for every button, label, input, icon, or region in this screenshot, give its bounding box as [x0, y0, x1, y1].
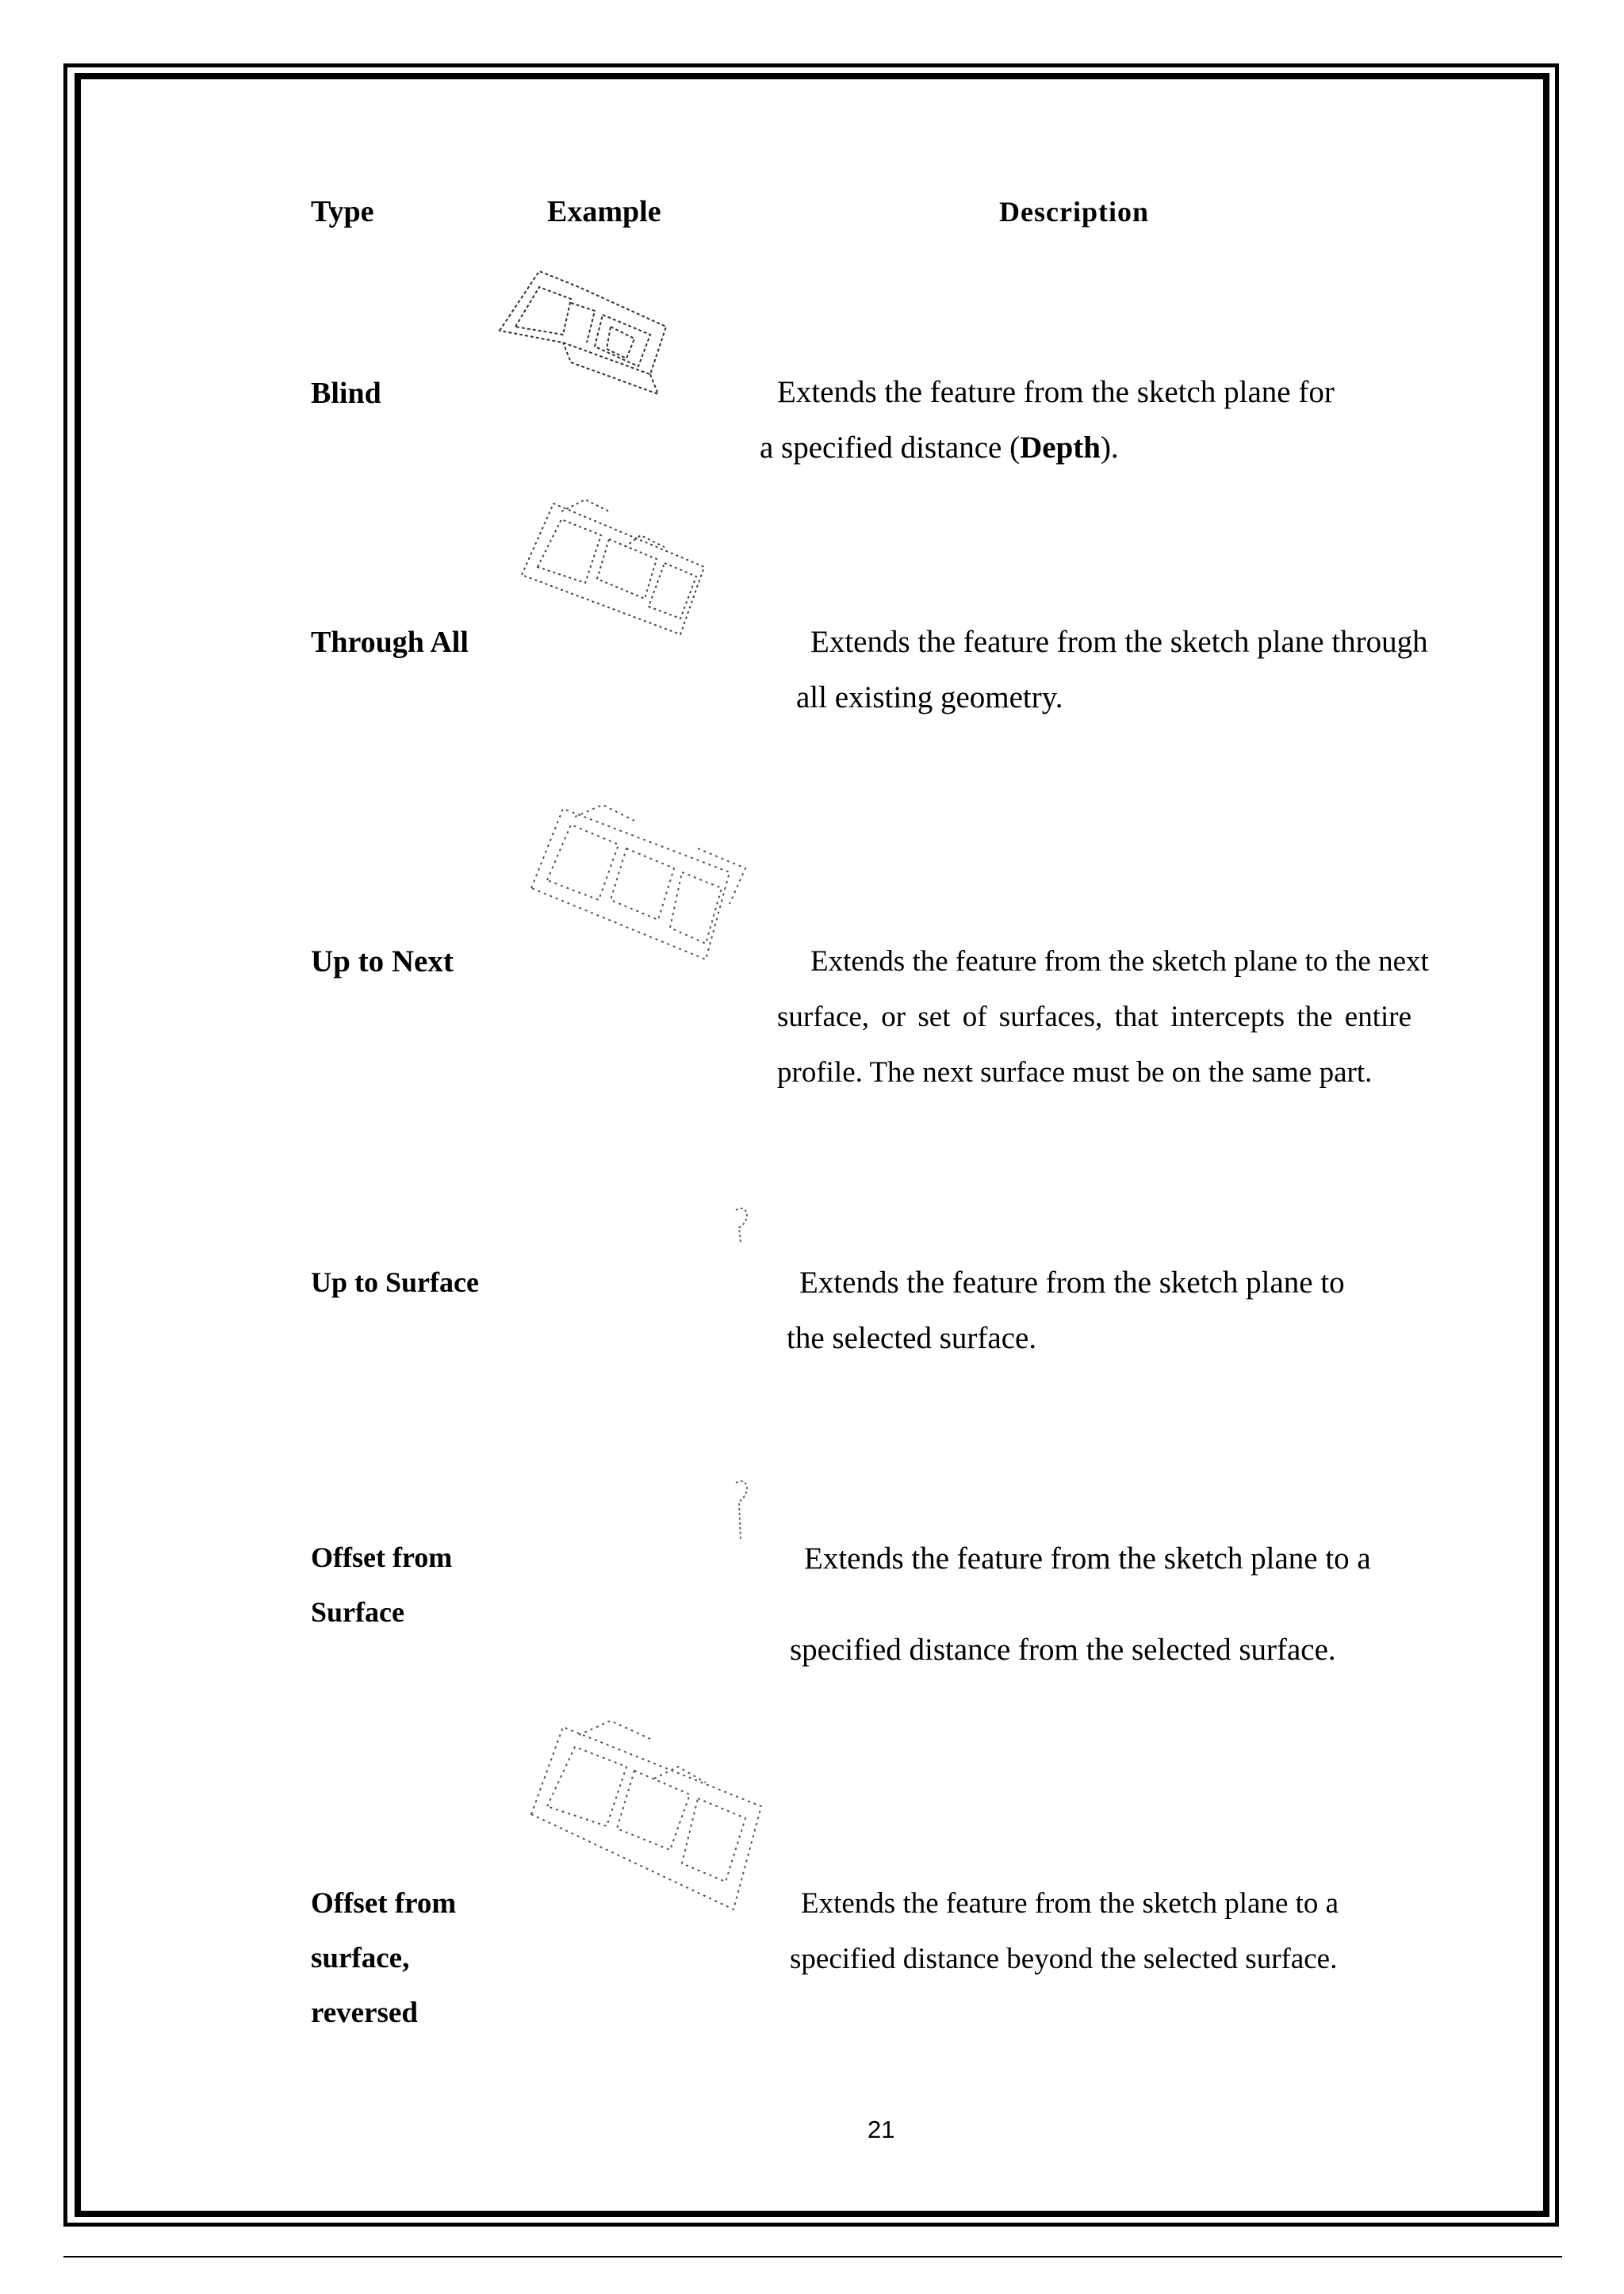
footer-rule: [63, 2256, 1562, 2258]
desc-up-to-next: Extends the feature from the sketch plane to the next surface, or set of surfaces, that intercepts the entire profile. The next surface must be on the same part.: [777, 945, 1429, 1089]
up-to-surface-icon: [731, 1204, 755, 1251]
desc-up-to-surface: Extends the feature from the sketch plane to the selected surface.: [787, 1266, 1345, 1355]
offset-from-surface-icon: [731, 1476, 755, 1548]
type-up-to-next: Up to Next: [311, 944, 454, 978]
desc-blind: Extends the feature from the sketch plane for a specified distance (Depth).: [760, 375, 1335, 465]
page-number: 21: [868, 2116, 895, 2143]
type-blind: Blind: [311, 377, 381, 410]
column-header-description: Description: [999, 196, 1149, 228]
through-all-extrude-icon: [514, 488, 720, 646]
column-header-example: Example: [547, 195, 661, 228]
column-header-type: Type: [311, 195, 374, 228]
up-to-next-extrude-icon: [515, 793, 753, 975]
type-up-to-surface: Up to Surface: [311, 1266, 479, 1298]
type-offset-from-surface: Offset from Surface: [311, 1541, 453, 1628]
type-offset-reversed: Offset from surface, reversed: [311, 1887, 457, 2029]
blind-extrude-icon: [492, 255, 682, 406]
type-through-all: Through All: [311, 626, 469, 659]
desc-offset-reversed: Extends the feature from the sketch plane to a specified distance beyond the selected surface.: [790, 1887, 1339, 1975]
offset-reversed-extrude-icon: [515, 1711, 777, 1917]
desc-through-all: Extends the feature from the sketch plane through all existing geometry.: [796, 625, 1428, 714]
desc-offset-from-surface: Extends the feature from the sketch plane to a specified distance from the selected surface.: [790, 1541, 1371, 1667]
